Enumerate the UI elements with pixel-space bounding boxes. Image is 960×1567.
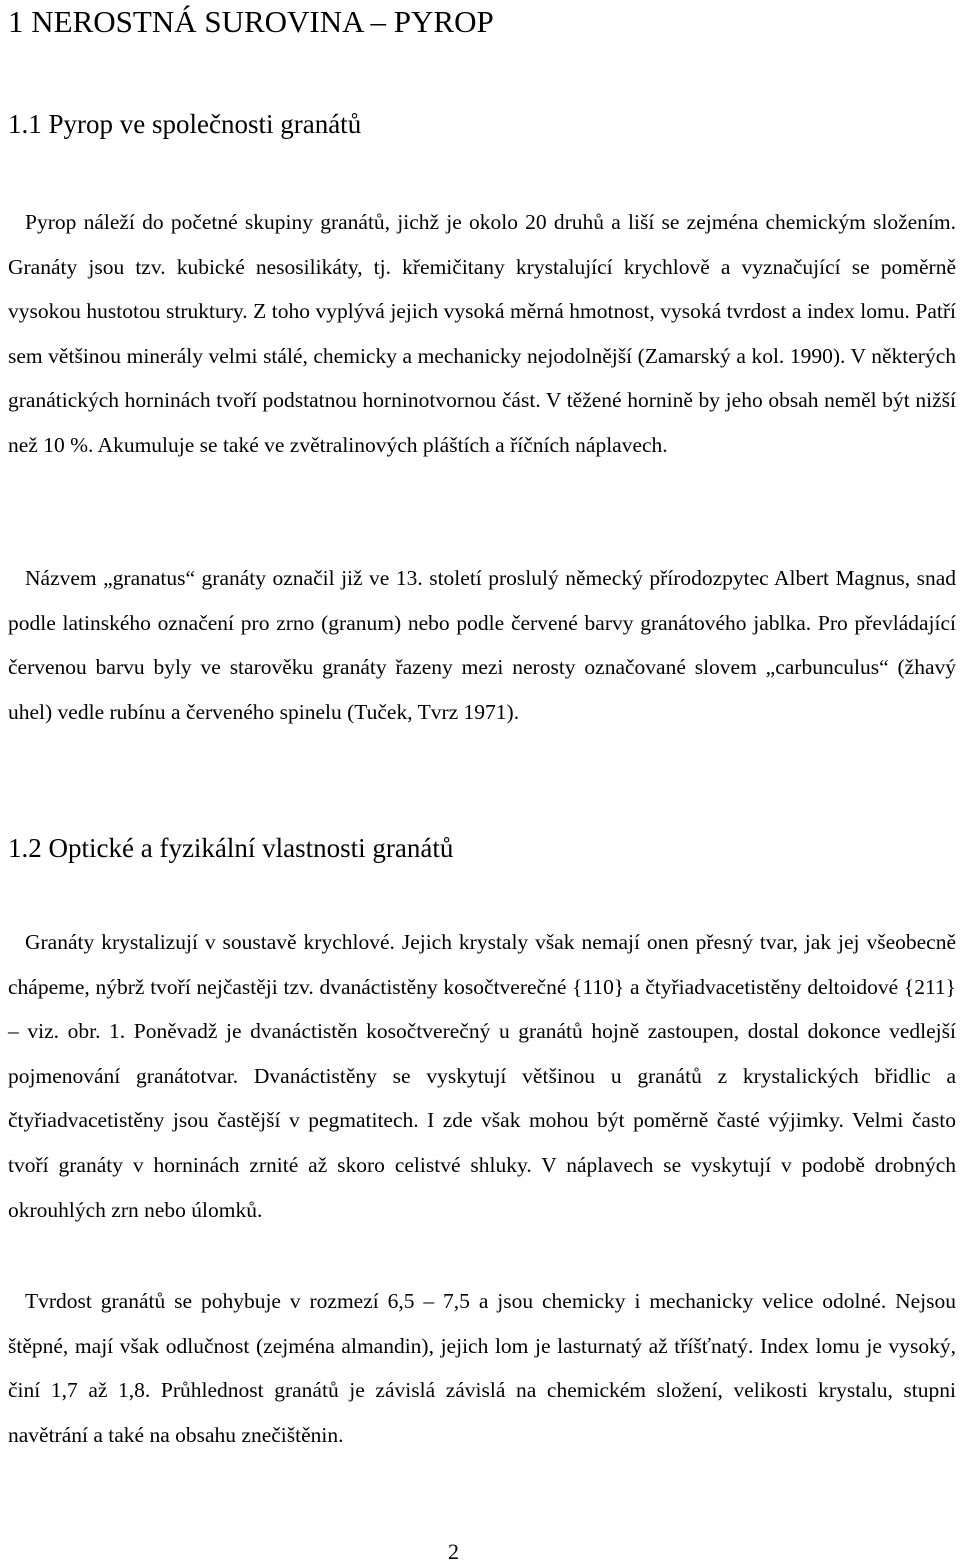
- section-title-1-2: 1.2 Optické a fyzikální vlastnosti granátů: [8, 833, 454, 863]
- paragraph-crystal-system: Granáty krystalizují v soustavě krychlové. Jejich krystaly však nemají onen přesný tvar, jak jej všeobecně chápeme, nýbrž tvoří nejčastěji tzv. dvanáctistěny kosočtverečné {110} a čtyřiadvacetistěny deltoidové {211} – viz. obr. 1. Poněvadž je dvanáctistěn kosočtverečný u granátů hojně zastoupen, dostal dokonce vedlejší pojmenování granátotvar. Dvanáctistěny se vyskytují většinou u granátů z krystalických břidlic a čtyřiadvacetistěny jsou častější v pegmatitech. I zde však mohou být poměrně časté výjimky. Velmi často tvoří granáty v horninách zrnité až skoro celistvé shluky. V náplavech se vyskytují v podobě drobných okrouhlých zrn nebo úlomků.: [8, 930, 956, 1222]
- paragraph-granatus-name: Názvem „granatus“ granáty označil již ve 13. století proslulý německý přírodozpytec Albert Magnus, snad podle latinského označení pro zrno (granum) nebo podle červené barvy granátového jablka. Pro převládající červenou barvu byly ve starověku granáty řazeny mezi nerosty označované slovem „carbunculus“ (žhavý uhel) vedle rubínu a červeného spinelu (Tuček, Tvrz 1971).: [8, 566, 956, 724]
- chapter-title: 1 NEROSTNÁ SUROVINA – PYROP: [8, 4, 494, 39]
- paragraph-hardness: Tvrdost granátů se pohybuje v rozmezí 6,5 – 7,5 a jsou chemicky i mechanicky velice odolné. Nejsou štěpné, mají však odlučnost (zejména almandin), jejich lom je lasturnatý až tříšťnatý. Index lomu je vysoký, činí 1,7 až 1,8. Průhlednost granátů je závislá závislá na chemickém složení, velikosti krystalu, stupni navětrání a také na obsahu znečištěnin.: [8, 1289, 956, 1447]
- section-title-1-1: 1.1 Pyrop ve společnosti granátů: [8, 109, 362, 139]
- page-number: 2: [448, 1539, 459, 1564]
- paragraph-pyrop-intro: Pyrop náleží do početné skupiny granátů, jichž je okolo 20 druhů a liší se zejména chemickým složením. Granáty jsou tzv. kubické nesosilikáty, tj. křemičitany krystalující krychlově a vyznačující se poměrně vysokou hustotou struktury. Z toho vyplývá jejich vysoká měrná hmotnost, vysoká tvrdost a index lomu. Patří sem většinou minerály velmi stálé, chemicky a mechanicky nejodolnější (Zamarský a kol. 1990). V některých granátických horninách tvoří podstatnou horninotvornou část. V těžené hornině by jeho obsah neměl být nižší než 10 %. Akumuluje se také ve zvětralinových pláštích a říčních náplavech.: [8, 210, 956, 457]
